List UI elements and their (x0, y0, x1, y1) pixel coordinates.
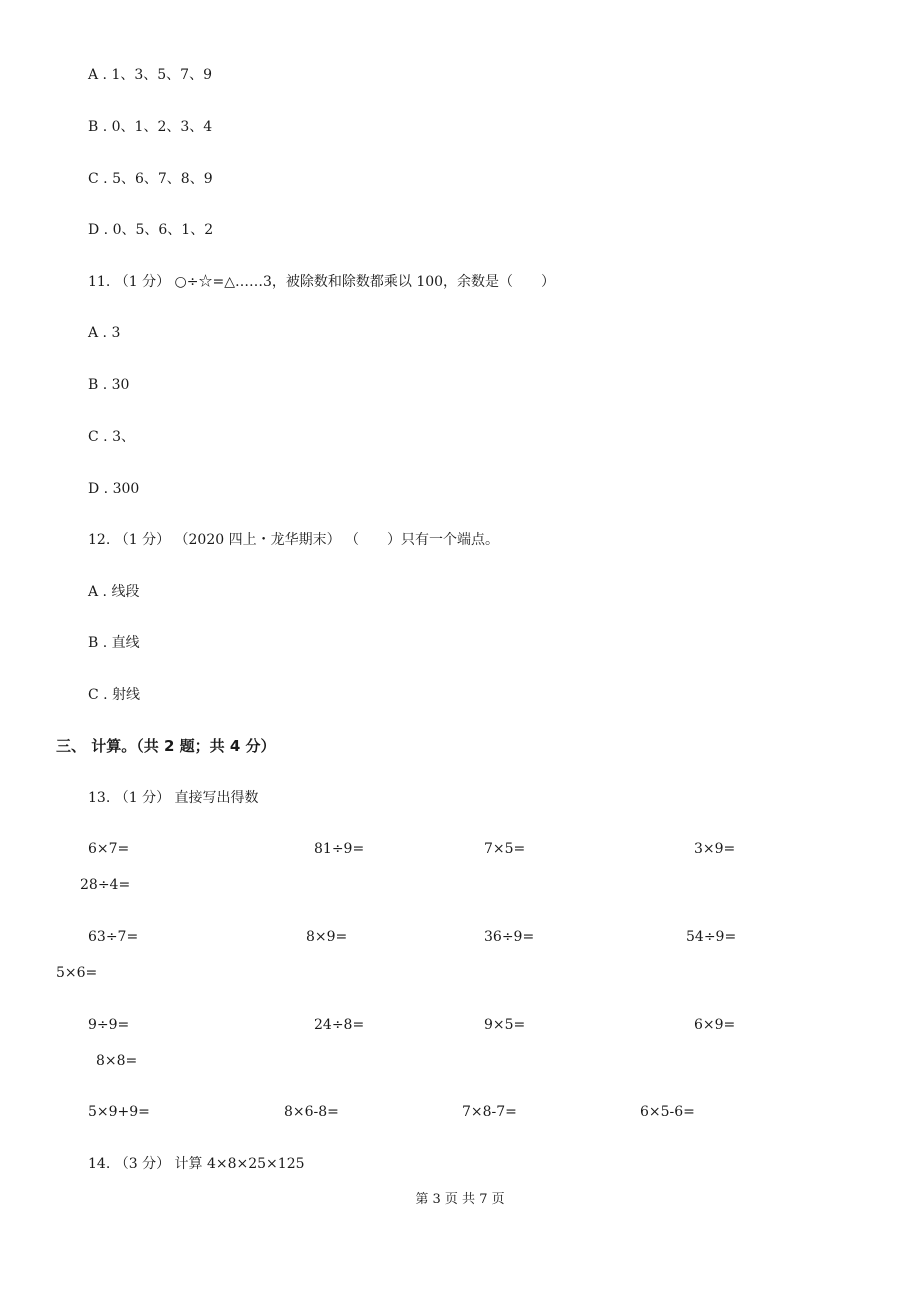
q13-item: 24÷8= (314, 1017, 365, 1033)
q13-item: 6×7= (88, 841, 130, 857)
q11-stem: 11. （1 分） ○÷☆=△……3，被除数和除数都乘以 100，余数是（ ） (88, 274, 556, 290)
q11-option-a: A . 3 (88, 325, 121, 341)
q11-option-c: C . 3、 (88, 429, 135, 445)
q12-stem: 12. （1 分） （2020 四上・龙华期末） （ ）只有一个端点。 (88, 532, 500, 548)
q12-option-c: C . 射线 (88, 687, 141, 703)
q13-item: 9÷9= (88, 1017, 130, 1033)
q14-stem: 14. （3 分） 计算 4×8×25×125 (88, 1156, 305, 1172)
q13-item: 8×9= (306, 929, 348, 945)
q10-option-b: B . 0、1、2、3、4 (88, 119, 213, 135)
q13-item: 81÷9= (314, 841, 365, 857)
q10-option-d: D . 0、5、6、1、2 (88, 222, 214, 238)
q13-item: 7×8-7= (462, 1104, 517, 1120)
q13-item: 36÷9= (484, 929, 535, 945)
q12-option-b: B . 直线 (88, 635, 140, 651)
q13-item: 6×5-6= (640, 1104, 695, 1120)
q11-option-d: D . 300 (88, 481, 140, 497)
q13-item: 54÷9= (686, 929, 737, 945)
q13-item: 63÷7= (88, 929, 139, 945)
q13-item: 8×8= (96, 1053, 138, 1069)
q13-item: 8×6-8= (284, 1104, 339, 1120)
q13-item: 3×9= (694, 841, 736, 857)
q13-item: 9×5= (484, 1017, 526, 1033)
q10-option-a: A . 1、3、5、7、9 (88, 67, 212, 83)
q13-item: 5×9+9= (88, 1104, 150, 1120)
q13-stem: 13. （1 分） 直接写出得数 (88, 790, 259, 806)
q13-item: 6×9= (694, 1017, 736, 1033)
q13-item: 7×5= (484, 841, 526, 857)
q13-item: 28÷4= (80, 877, 131, 893)
q10-option-c: C . 5、6、7、8、9 (88, 171, 213, 187)
page-footer: 第 3 页 共 7 页 (415, 1192, 505, 1207)
q12-option-a: A . 线段 (88, 584, 140, 600)
q13-item: 5×6= (56, 965, 98, 981)
section-heading: 三、 计算。（共 2 题；共 4 分） (56, 737, 276, 755)
q11-option-b: B . 30 (88, 377, 130, 393)
